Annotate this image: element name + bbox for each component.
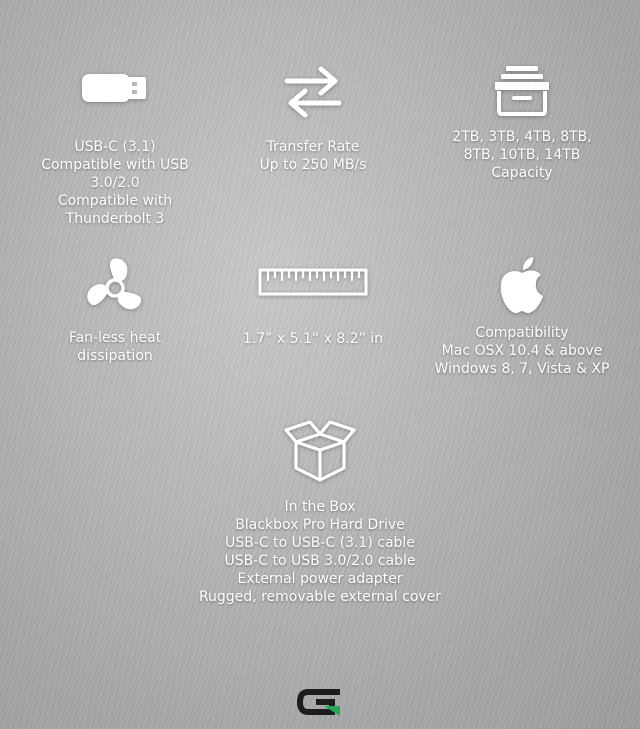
usb-connector-icon (80, 68, 150, 108)
ruler-icon (258, 268, 368, 296)
feature-usb (18, 68, 212, 228)
feature-dimensions-text: 1.7” x 5.1“ x 8.2” in (242, 331, 384, 347)
feature-in-the-box-text: In the Box Blackbox Pro Hard Drive USB-C to USB-C (3.1) cable USB-C to USB 3.0/2.0 cable External power adapter Rugged, removable external cover (198, 499, 442, 605)
feature-compatibility (420, 256, 624, 378)
feature-fan (18, 257, 212, 365)
fan-icon (84, 257, 146, 319)
apple-logo-icon (497, 256, 547, 316)
feature-capacity-text: 2TB, 3TB, 4TB, 8TB, 8TB, 10TB, 14TB Capacity (452, 129, 592, 181)
brand-logo-icon (296, 688, 344, 716)
feature-capacity (420, 64, 624, 182)
storage-box-icon (492, 64, 552, 116)
feature-in-the-box (150, 416, 490, 606)
feature-usb-text: USB-C (3.1) Compatible with USB 3.0/2.0 Compatible with Thunderbolt 3 (41, 139, 189, 227)
open-box-icon (284, 416, 356, 484)
feature-dimensions (215, 268, 411, 348)
feature-compatibility-text: Compatibility Mac OSX 10.4 & above Windows 8, 7, Vista & XP (434, 325, 610, 377)
feature-transfer-rate (215, 68, 411, 174)
feature-transfer-rate-text: Transfer Rate Up to 250 MB/s (259, 139, 367, 173)
feature-fan-text: Fan-less heat dissipation (68, 330, 162, 364)
transfer-arrows-icon (281, 64, 345, 120)
